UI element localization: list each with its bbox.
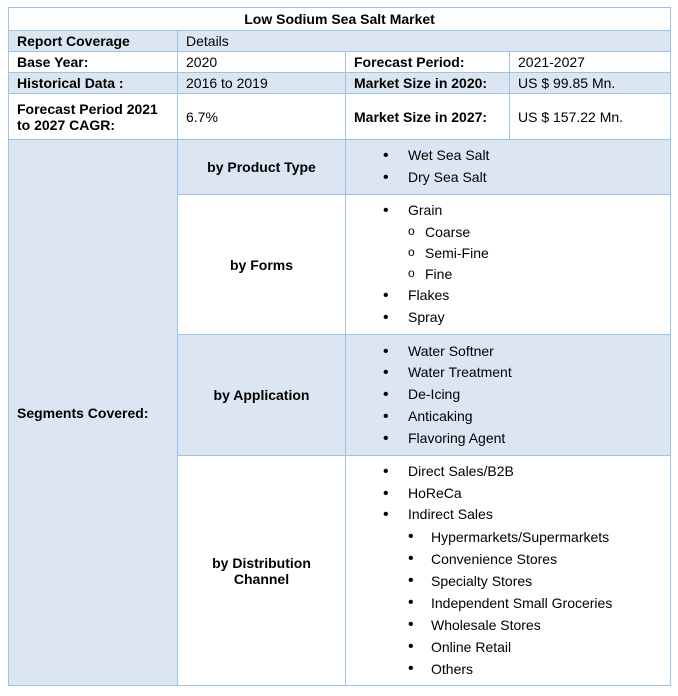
list-item (378, 200, 662, 222)
distribution-label (178, 456, 346, 686)
application-list-cell (346, 335, 671, 456)
product-type-label: by Product Type (178, 140, 346, 195)
cagr-value: 6.7% (178, 94, 346, 140)
market-2020-value: US $ 99.85 Mn. (510, 73, 671, 94)
cagr-label (9, 94, 178, 140)
historical-row (9, 73, 671, 94)
forecast-period-label: Forecast Period: (346, 52, 510, 73)
sub-list-item: • Wholesale Stores (408, 614, 662, 636)
product-type-list (354, 145, 662, 189)
historical-label: Historical Data : (9, 73, 178, 94)
sub-list-item: • Others (408, 658, 662, 680)
application-label: by Application (178, 335, 346, 456)
base-year-value: 2020 (178, 52, 346, 73)
sub-list-item: • Specialty Stores (408, 570, 662, 592)
segments-covered-label: Segments Covered: (9, 140, 178, 686)
cagr-row (9, 94, 671, 140)
distribution-label-line2: Channel (233, 570, 290, 587)
market-2020-label: Market Size in 2020: (346, 73, 510, 94)
list-item: • Flakes (378, 285, 662, 307)
header-report-coverage: Report Coverage (9, 31, 178, 52)
forecast-period-value: 2021-2027 (510, 52, 671, 73)
distribution-label-line1: by Distribution (212, 554, 311, 571)
sub-list-item: • Convenience Stores (408, 548, 662, 570)
market-2027-label: Market Size in 2027: (346, 94, 510, 140)
grain-label: Grain (408, 202, 443, 219)
historical-value: 2016 to 2019 (178, 73, 346, 94)
list-item: • Anticaking (378, 406, 662, 428)
header-row (9, 31, 671, 52)
sub-list-item: • Hypermarkets/Supermarkets (408, 526, 662, 548)
list-item: • Dry Sea Salt (378, 167, 662, 189)
list-item: • Spray (378, 307, 662, 329)
cagr-label-line2: to 2027 CAGR: (17, 116, 116, 133)
forms-label: by Forms (178, 195, 346, 335)
list-item: • Direct Sales/B2B (378, 461, 662, 483)
sub-list-item: • Online Retail (408, 636, 662, 658)
sub-list-item: o Semi-Fine (408, 243, 662, 264)
sub-list-item: • Independent Small Groceries (408, 592, 662, 614)
forms-list (354, 200, 662, 222)
grain-sub-list (354, 222, 662, 285)
forms-list-cell (346, 195, 671, 335)
sub-list-item: o Coarse (408, 222, 662, 243)
forms-list-rest (354, 285, 662, 329)
base-year-label: Base Year: (9, 52, 178, 73)
list-item: • Flavoring Agent (378, 428, 662, 450)
list-item: • Wet Sea Salt (378, 145, 662, 167)
cagr-label-line1: Forecast Period 2021 (17, 100, 158, 117)
product-type-list-cell (346, 140, 671, 195)
sub-list-item: o Fine (408, 264, 662, 285)
report-table (8, 7, 671, 686)
list-item: • Indirect Sales (378, 504, 662, 526)
table-title: Low Sodium Sea Salt Market (9, 8, 671, 31)
list-item: • Water Softner (378, 341, 662, 363)
distribution-list (354, 461, 662, 526)
title-row (9, 8, 671, 31)
application-list (354, 341, 662, 450)
distribution-list-cell (346, 456, 671, 686)
base-year-row (9, 52, 671, 73)
list-item: • De-Icing (378, 384, 662, 406)
product-type-row (9, 140, 671, 195)
market-2027-value: US $ 157.22 Mn. (510, 94, 671, 140)
list-item: • HoReCa (378, 483, 662, 505)
header-details: Details (178, 31, 671, 52)
indirect-sub-list (354, 526, 662, 680)
list-item: • Water Treatment (378, 362, 662, 384)
